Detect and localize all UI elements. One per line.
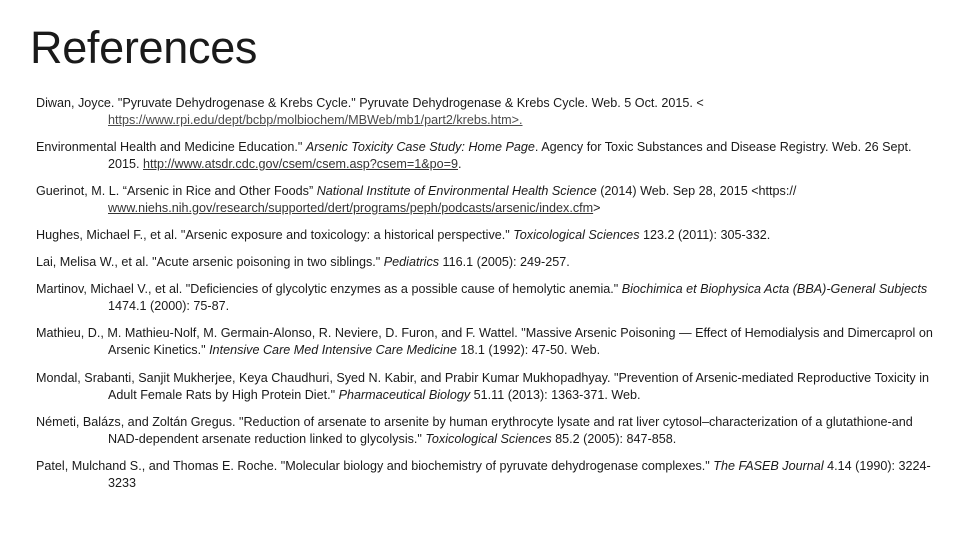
reference-text: Martinov, Michael V., et al. "Deficiencies of glycolytic enzymes as a possible cause of hemolytic anemia." <box>36 282 622 297</box>
reference-text: Németi, Balázs, and Zoltán Gregus. "Reduction of arsenate to arsenite by human erythrocyte lysate and rat liver cytosol–characterization of a glutathione-and NAD-dependent arsenate reduction linked to glycolysis." <box>36 414 913 446</box>
reference-journal: Intensive Care Med Intensive Care Medicine <box>209 343 457 358</box>
reference-text: . Agency for Toxic Substances and Disease Registry. Web. 26 Sept. 2015. <box>108 140 912 172</box>
reference-text: 85.2 (2005): 847-858. <box>551 431 677 446</box>
reference-text: Mondal, Srabanti, Sanjit Mukherjee, Keya Chaudhuri, Syed N. Kabir, and Prabir Kumar Mukhopadhyay. "Prevention of Arsenic-mediated Reproductive Toxicity in Adult Female Rats by High Protein Diet." <box>36 370 930 402</box>
reference-item-patel <box>36 458 936 492</box>
reference-item-nemeti <box>36 414 936 448</box>
reference-text: 116.1 (2005): 249-257. <box>439 254 570 269</box>
reference-journal: Pharmaceutical Biology <box>338 387 471 402</box>
reference-item-lai <box>36 254 936 271</box>
reference-journal: Pediatrics <box>383 254 440 269</box>
reference-text: Mathieu, D., M. Mathieu-Nolf, M. Germain-Alonso, R. Neviere, D. Furon, and F. Wattel. "Massive Arsenic Poisoning — Effect of Hemodialysis and Dimercaprol on Arsenic Kinetics." <box>36 326 933 358</box>
slide-title: References <box>30 22 258 73</box>
reference-item-guerinot <box>36 183 936 217</box>
reference-text: Diwan, Joyce. "Pyruvate Dehydrogenase & Krebs Cycle." Pyruvate Dehydrogenase & Krebs Cycle. Web. 5 Oct. 2015. < <box>36 96 704 110</box>
reference-link[interactable]: http://www.atsdr.cdc.gov/csem/csem.asp?csem=1&po=9 <box>143 157 459 172</box>
reference-journal: Toxicological Sciences <box>513 227 640 242</box>
reference-list <box>36 95 936 502</box>
reference-text: 18.1 (1992): 47-50. Web. <box>456 343 601 358</box>
reference-text: . <box>458 157 462 172</box>
reference-text: 1474.1 (2000): 75-87. <box>108 299 230 314</box>
reference-text: > <box>593 200 601 215</box>
reference-journal: Biochimica et Biophysica Acta (BBA)-General Subjects <box>621 282 928 297</box>
reference-link[interactable]: https://www.rpi.edu/dept/bcbp/molbiochem/MBWeb/mb1/part2/krebs.htm>. <box>108 113 523 127</box>
reference-text: Lai, Melisa W., et al. "Acute arsenic poisoning in two siblings." <box>36 254 384 269</box>
reference-text: Guerinot, M. L. “Arsenic in Rice and Other Foods” <box>36 183 317 198</box>
reference-journal: The FASEB Journal <box>713 458 824 473</box>
reference-journal: Toxicological Sciences <box>425 431 552 446</box>
reference-item-mondal <box>36 370 936 404</box>
reference-text: Hughes, Michael F., et al. "Arsenic exposure and toxicology: a historical perspective." <box>36 227 514 242</box>
reference-item-diwan <box>36 95 936 129</box>
reference-item-atsdr <box>36 139 936 173</box>
reference-item-hughes <box>36 227 936 244</box>
reference-text: 123.2 (2011): 305-332. <box>639 227 771 242</box>
reference-text: Patel, Mulchand S., and Thomas E. Roche. "Molecular biology and biochemistry of pyruvate dehydrogenase complexes." <box>36 458 714 473</box>
reference-text: 4.14 (1990): 3224-3233 <box>108 458 931 490</box>
reference-text: Environmental Health and Medicine Education." <box>36 140 306 155</box>
reference-source-title: Arsenic Toxicity Case Study: Home Page <box>305 140 535 155</box>
reference-text: (2014) Web. Sep 28, 2015 <https:// <box>596 183 797 198</box>
reference-link[interactable]: www.niehs.nih.gov/research/supported/dert/programs/peph/podcasts/arsenic/index.cfm <box>108 200 594 215</box>
reference-source-title: National Institute of Environmental Health Science <box>316 183 597 198</box>
reference-item-martinov <box>36 281 936 315</box>
reference-item-mathieu <box>36 325 936 359</box>
reference-text: 51.11 (2013): 1363-371. Web. <box>470 387 641 402</box>
